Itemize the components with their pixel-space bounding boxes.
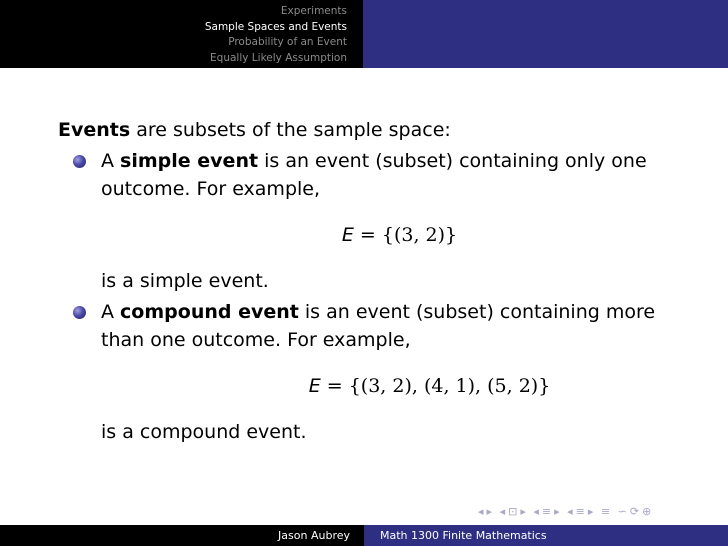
item-description: is an event (subset) containing more than one outcome. For example, <box>101 301 656 351</box>
item-term: simple event <box>120 150 259 172</box>
item-term: compound event <box>120 301 299 323</box>
bullet-icon <box>73 155 86 168</box>
item-text <box>101 298 698 354</box>
footer-author: Jason Aubrey <box>0 525 364 546</box>
search-forward-icon[interactable]: ⟳ <box>629 505 641 518</box>
math-variable: E <box>308 375 321 397</box>
nav-item-probability[interactable]: Probability of an Event <box>228 36 347 48</box>
frame-icon[interactable]: ⊡ <box>508 505 519 518</box>
item-prefix: A <box>101 150 121 172</box>
subsection-next-icon[interactable]: ▸ <box>554 505 561 518</box>
header-bar <box>0 0 728 68</box>
header-right-panel <box>363 0 728 68</box>
math-variable: E <box>341 224 354 246</box>
item-description: is an event (subset) containing only one outcome. For example, <box>101 150 647 200</box>
subsection-icon[interactable]: ≡ <box>541 505 553 518</box>
nav-item-sample-spaces[interactable]: Sample Spaces and Events <box>204 20 347 33</box>
section-icon[interactable]: ≡ <box>575 505 586 518</box>
item-conclusion: is a simple event. <box>101 270 269 292</box>
search-icon[interactable]: ⊕ <box>642 505 653 518</box>
math-expression: = {(3, 2), (4, 1), (5, 2)} <box>320 375 551 397</box>
subsection-prev-icon[interactable]: ◂ <box>533 505 540 518</box>
lead-sentence <box>58 116 698 144</box>
nav-prev-icon[interactable]: ◂ <box>478 505 485 518</box>
item-text <box>101 147 698 203</box>
slide-content <box>58 116 698 446</box>
footer-course: Math 1300 Finite Mathematics <box>364 525 728 546</box>
section-navigation <box>0 0 363 68</box>
frame-next-icon[interactable]: ▸ <box>520 505 527 518</box>
section-nav-list <box>205 4 347 66</box>
section-prev-icon[interactable]: ◂ <box>567 505 574 518</box>
list-item-compound-event <box>58 298 698 446</box>
search-back-icon[interactable]: ∽ <box>617 505 628 518</box>
section-next-icon[interactable]: ▸ <box>587 505 595 518</box>
list-item-simple-event <box>58 147 698 295</box>
nav-item-equally-likely[interactable]: Equally Likely Assumption <box>210 51 347 64</box>
nav-next-icon[interactable]: ▸ <box>486 505 494 518</box>
math-equation <box>101 221 698 249</box>
math-expression: = {(3, 2)} <box>353 224 458 246</box>
bullet-icon <box>73 306 86 319</box>
footer-bar <box>0 525 728 546</box>
document-icon[interactable]: ≡ <box>600 505 612 518</box>
lead-text: are subsets of the sample space: <box>130 119 451 141</box>
nav-item-experiments[interactable]: Experiments <box>280 5 347 17</box>
frame-prev-icon[interactable]: ◂ <box>499 505 507 518</box>
math-equation <box>101 372 698 400</box>
item-prefix: A <box>101 301 121 323</box>
lead-term: Events <box>58 119 131 141</box>
navigation-symbols <box>478 505 654 518</box>
item-conclusion: is a compound event. <box>101 421 307 443</box>
